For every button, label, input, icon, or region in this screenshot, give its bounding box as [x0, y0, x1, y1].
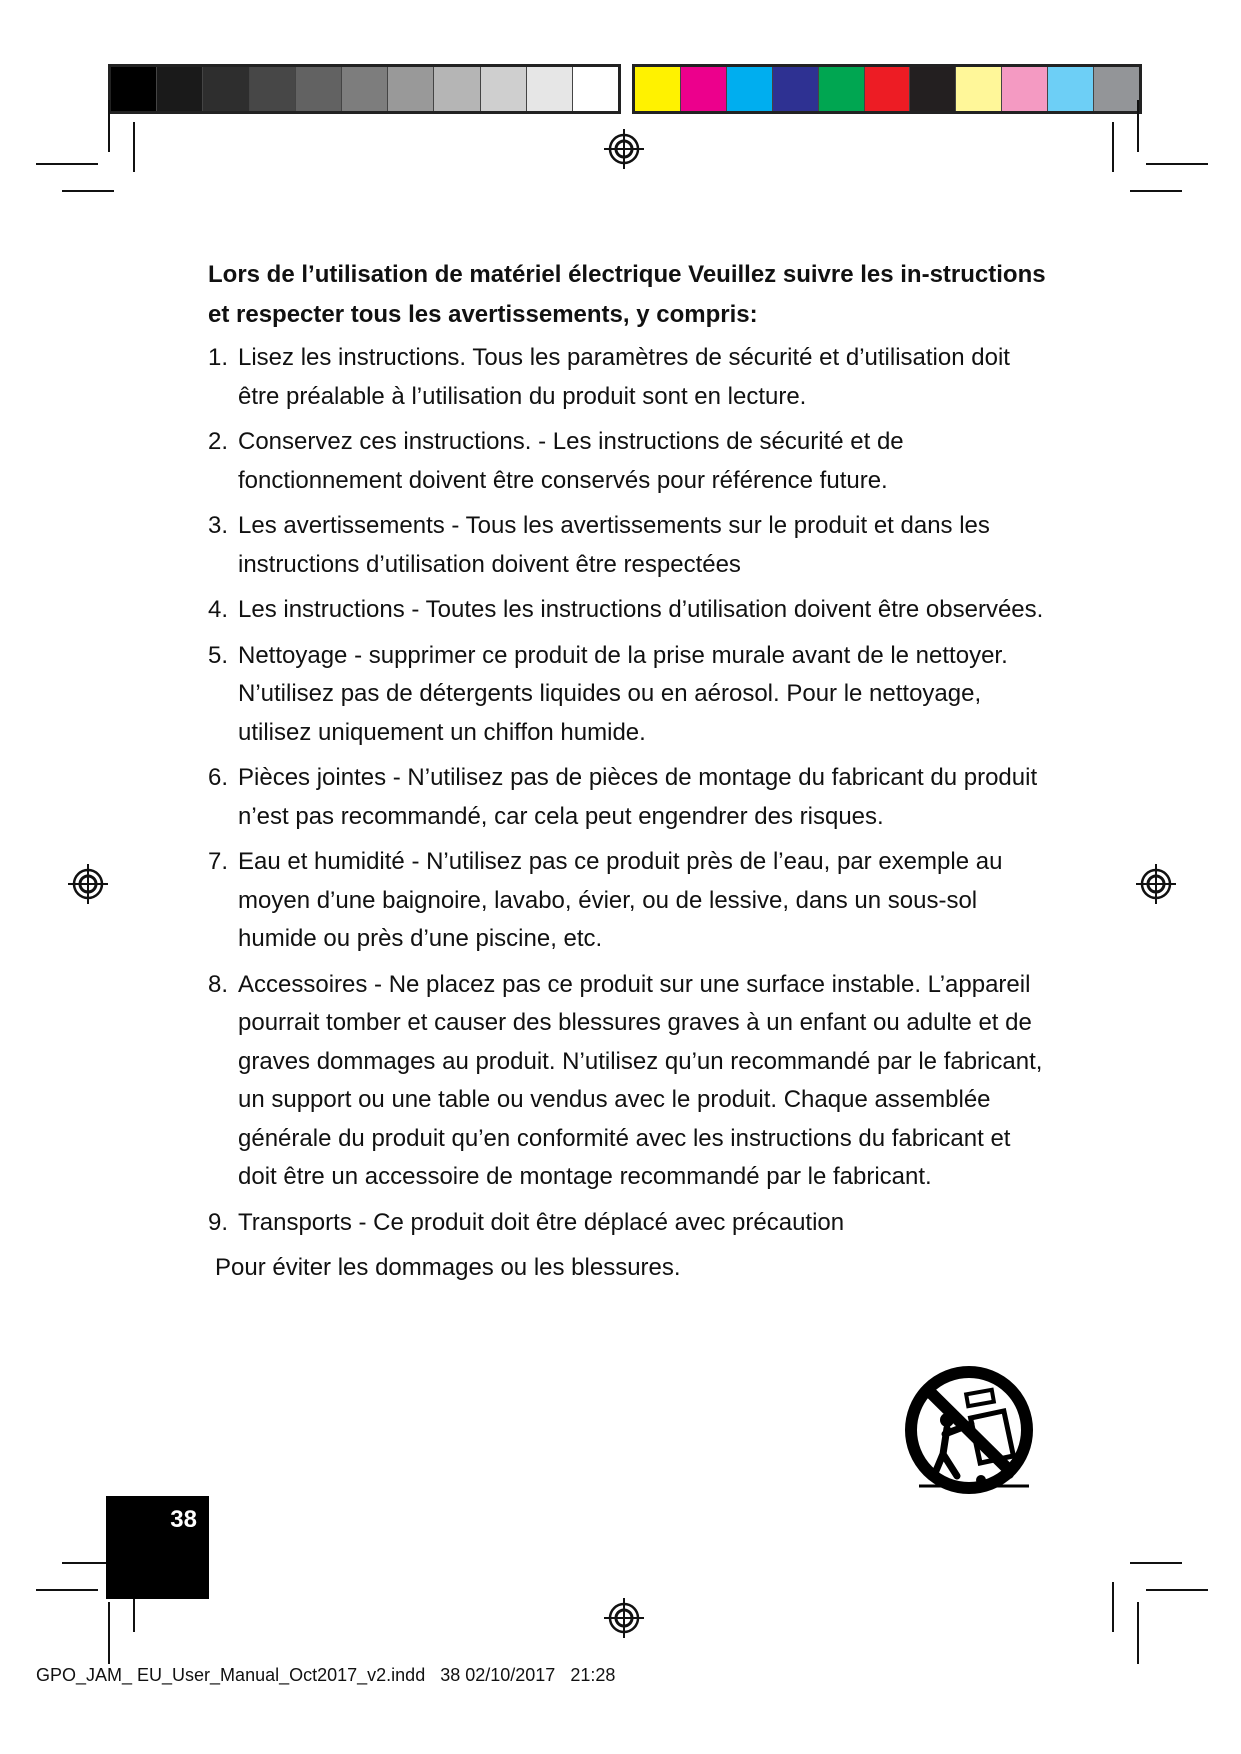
process-color-bar [632, 64, 1142, 114]
instructions-content [208, 255, 1048, 1287]
color-swatch [203, 67, 249, 111]
list-item [208, 1204, 1048, 1243]
crop-mark [1130, 1562, 1182, 1564]
color-swatch [727, 67, 773, 111]
item-number: 1. [208, 344, 229, 371]
item-number: 8. [208, 970, 229, 998]
item-text: Les instructions - Toutes les instructions d’utilisation doivent être observées. [238, 596, 1044, 623]
section-heading: Lors de l’utilisation de matériel électrique Veuillez suivre les in-structions et respecter tous les avertissements, y compris: [208, 261, 1046, 328]
item-text: Conservez ces instructions. - Les instructions de sécurité et de fonctionnement doivent être conservés pour référence future. [238, 428, 904, 494]
registration-mark-icon [603, 128, 645, 170]
list-item [208, 507, 1048, 584]
color-swatch [1094, 67, 1139, 111]
item-text: Transports - Ce produit doit être déplacé avec précaution [238, 1208, 845, 1236]
grayscale-color-bar [108, 64, 621, 114]
cart-tip-over-warning-icon [898, 1362, 1040, 1502]
registration-mark-icon [1135, 863, 1177, 905]
color-swatch [635, 67, 681, 111]
list-item [208, 759, 1048, 836]
crop-mark [108, 1602, 110, 1664]
item-number: 6. [208, 764, 229, 791]
color-swatch [342, 67, 388, 111]
color-swatch [434, 67, 480, 111]
list-item [208, 966, 1048, 1197]
item-text: Eau et humidité - N’utilisez pas ce produit près de l’eau, par exemple au moyen d’une baignoire, lavabo, évier, ou de lessive, dans un sous-sol humide ou près d’une piscine, etc. [238, 848, 1003, 952]
color-swatch [481, 67, 527, 111]
color-swatch [865, 67, 911, 111]
color-swatch [819, 67, 865, 111]
item-text: Les avertissements - Tous les avertissements sur le produit et dans les instructions d’utilisation doivent être respectées [238, 512, 990, 578]
item-text: Pièces jointes - N’utilisez pas de pièces de montage du fabricant du produit n’est pas recommandé, car cela peut engendrer des risques. [238, 764, 1038, 830]
crop-mark [1146, 1589, 1208, 1591]
item-text: Accessoires - Ne placez pas ce produit sur une surface instable. L’appareil pourrait tomber et causer des blessures graves à un enfant ou adulte et de graves dommages au produit. N’utilisez qu’un recommandé par le fabricant, un support ou une table ou vendus avec le produit. Chaque assemblée générale du produit qu’en conformité avec les instructions du fabricant et doit être un accessoire de montage recommandé par le fabricant. [238, 970, 1043, 1190]
color-swatch [573, 67, 618, 111]
color-swatch [1048, 67, 1094, 111]
crop-mark [62, 190, 114, 192]
crop-mark [1146, 163, 1208, 165]
color-swatch [111, 67, 157, 111]
color-swatch [681, 67, 727, 111]
list-item [208, 339, 1048, 416]
item-text: Lisez les instructions. Tous les paramètres de sécurité et d’utilisation doit être préalable à l’utilisation du produit sont en lecture. [238, 344, 1010, 410]
color-swatch [910, 67, 956, 111]
list-item [208, 423, 1048, 500]
crop-mark [1112, 122, 1114, 172]
closing-text: Pour éviter les dommages ou les blessures. [215, 1254, 681, 1281]
crop-mark [1137, 100, 1139, 152]
item-number: 3. [208, 512, 229, 539]
crop-mark [1137, 1602, 1139, 1664]
instruction-list [208, 339, 1048, 1242]
color-swatch [296, 67, 342, 111]
crop-mark [1130, 190, 1182, 192]
color-swatch [527, 67, 573, 111]
list-item [208, 591, 1048, 630]
color-swatch [773, 67, 819, 111]
file-slug: GPO_JAM_ EU_User_Manual_Oct2017_v2.indd 38 02/10/2017 21:28 [36, 1665, 616, 1685]
crop-mark [1112, 1582, 1114, 1632]
crop-mark [36, 1589, 98, 1591]
item-number: 2. [208, 428, 229, 455]
color-swatch [250, 67, 296, 111]
registration-mark-icon [67, 863, 109, 905]
crop-mark [36, 163, 98, 165]
registration-mark-icon [603, 1597, 645, 1639]
page-number: 38 [106, 1496, 209, 1599]
item-number: 5. [208, 641, 229, 669]
color-swatch [157, 67, 203, 111]
color-swatch [1002, 67, 1048, 111]
item-number: 7. [208, 848, 229, 875]
item-number: 4. [208, 596, 229, 623]
crop-mark [133, 122, 135, 172]
list-item [208, 637, 1048, 753]
crop-mark [108, 100, 110, 152]
list-item [208, 843, 1048, 959]
color-swatch [956, 67, 1002, 111]
item-number: 9. [208, 1208, 229, 1236]
color-swatch [388, 67, 434, 111]
item-text: Nettoyage - supprimer ce produit de la prise murale avant de le nettoyer. N’utilisez pas de détergents liquides ou en aérosol. Pour le nettoyage, utilisez uniquement un chiffon humide. [238, 641, 1008, 746]
